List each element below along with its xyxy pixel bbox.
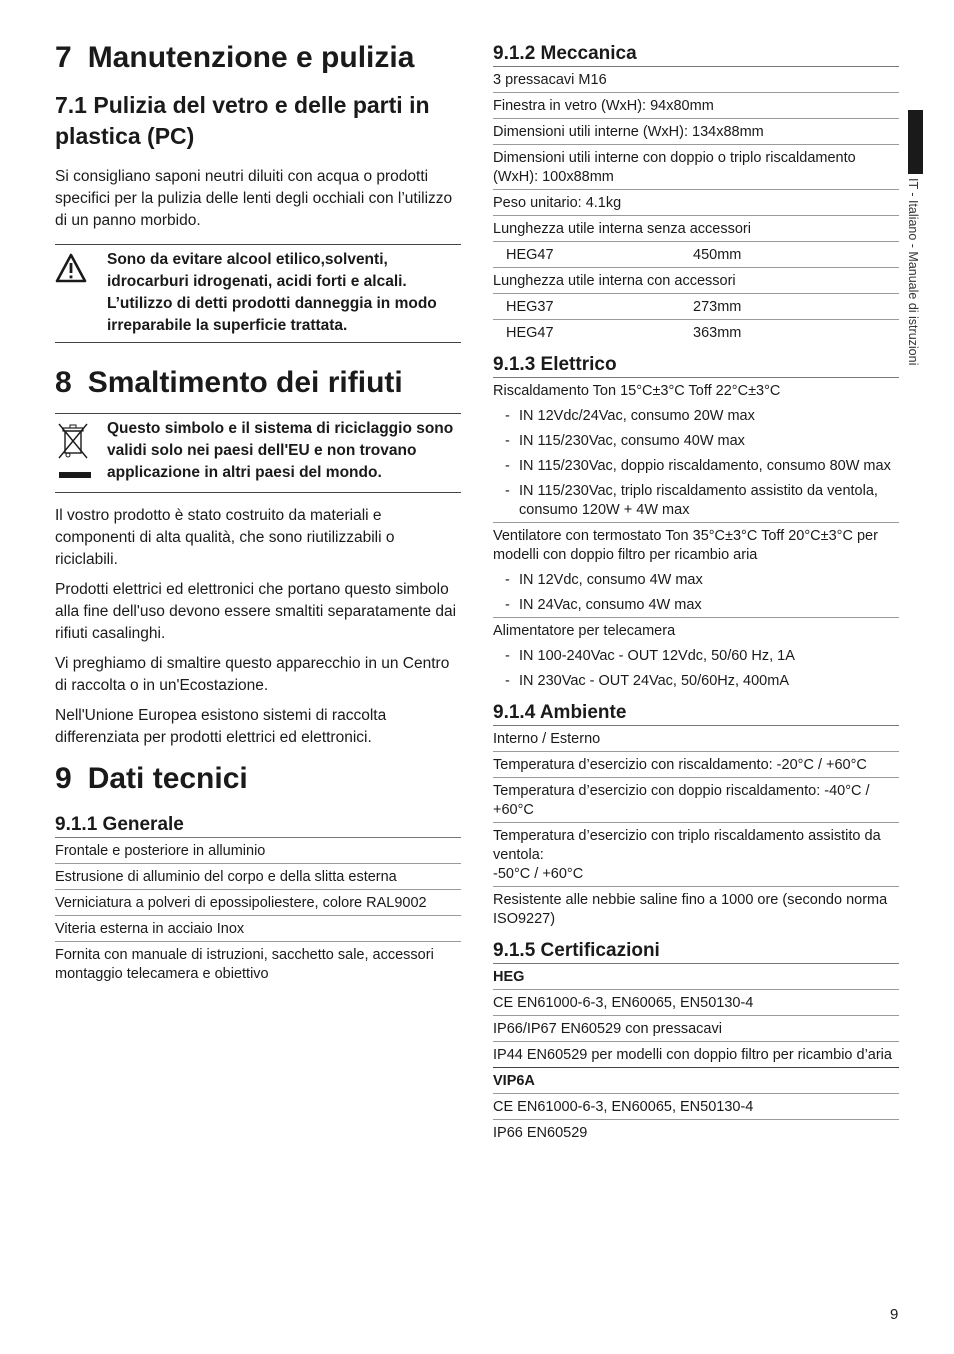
side-tab-label: IT - Italiano - Manuale di istruzioni [906,178,920,366]
table-row: Finestra in vetro (WxH): 94x80mm [493,93,899,119]
table-row: Lunghezza utile interna con accessori [493,268,899,294]
table-row: Ventilatore con termostato Ton 35°C±3°C Toff 20°C±3°C per modelli con doppio filtro per ricambio aria [493,528,878,563]
table-row: Temperatura d’esercizio con triplo riscaldamento assistito da ventola: -50°C / +60°C [493,823,899,887]
left-column [55,40,461,986]
table-row: Riscaldamento Ton 15°C±3°C Toff 22°C±3°C [493,383,781,399]
ambiente-table [493,726,899,931]
right-column [493,42,899,1145]
weee-note-box [55,413,461,493]
section-9-heading: 9 Dati tecnici [55,762,248,795]
table-row: HEG47 450mm [493,242,899,268]
table-row: VIP6A [493,1068,899,1094]
list-item: - IN 115/230Vac, triplo riscaldamento assistito da ventola, consumo 120W + 4W max [493,478,899,523]
disposal-paragraph: Il vostro prodotto è stato costruito da materiali e componenti di alta qualità, che sono riutilizzabili o riciclabili. [55,507,395,568]
section-7-1-text: Si consigliano saponi neutri diluiti con acqua o prodotti specifici per la pulizia delle lenti degli occhiali con l’utilizzo di un panno morbido. [55,168,453,229]
list-item: - IN 24Vac, consumo 4W max [493,592,899,618]
table-row: Verniciatura a polveri di epossipoliestere, colore RAL9002 [55,890,461,916]
elettrico-table [493,378,899,693]
section-7-heading: 7 Manutenzione e pulizia [55,41,415,74]
certificazioni-heading: 9.1.5 Certificazioni [493,939,899,964]
list-item: - IN 230Vac - OUT 24Vac, 50/60Hz, 400mA [505,673,789,689]
table-row: Interno / Esterno [493,726,899,752]
disposal-paragraph: Vi preghiamo di smaltire questo apparecchio in un Centro di raccolta o in un'Ecostazione. [55,655,450,694]
meccanica-heading: 9.1.2 Meccanica [493,42,899,67]
list-item: - IN 12Vdc, consumo 4W max [505,572,703,588]
ambiente-heading: 9.1.4 Ambiente [493,701,899,726]
table-row: IP66 EN60529 [493,1125,588,1141]
list-item: - IN 12Vdc/24Vac, consumo 20W max [505,408,755,424]
page-number: 9 [890,1306,899,1323]
table-row: Dimensioni utili interne (WxH): 134x88mm [493,119,899,145]
table-row: IP66/IP67 EN60529 con pressacavi [493,1016,899,1042]
table-row: CE EN61000-6-3, EN60065, EN50130-4 [493,990,899,1016]
table-row: 3 pressacavi M16 [493,67,899,93]
table-row: HEG47 363mm [506,325,742,341]
side-tab-marker [908,110,923,174]
list-item: - IN 100-240Vac - OUT 12Vdc, 50/60 Hz, 1A [505,648,795,664]
elettrico-heading: 9.1.3 Elettrico [493,353,899,378]
warning-box [55,244,461,343]
table-row: HEG37 273mm [493,294,899,320]
table-row: Resistente alle nebbie saline fino a 1000 ore (secondo norma ISO9227) [493,892,888,927]
crossed-bin-icon [55,418,107,487]
meccanica-table [493,67,899,345]
disposal-paragraph: Nell'Unione Europea esistono sistemi di raccolta differenziata per prodotti elettrici ed elettronici. [55,707,387,746]
section-8-heading: 8 Smaltimento dei rifiuti [55,366,403,399]
table-row: Dimensioni utili interne con doppio o triplo riscaldamento (WxH): 100x88mm [493,145,899,190]
table-row: Lunghezza utile interna senza accessori [493,216,899,242]
table-row: HEG [493,964,899,990]
warning-icon [55,249,107,337]
generale-heading: 9.1.1 Generale [55,813,461,838]
list-item: - IN 115/230Vac, consumo 40W max [505,433,745,449]
table-row: Viteria esterna in acciaio Inox [55,916,461,942]
disposal-paragraph: Prodotti elettrici ed elettronici che portano questo simbolo alla fine dell'uso devono essere smaltiti separatamente dai rifiuti casalinghi. [55,581,457,642]
table-row: Peso unitario: 4.1kg [493,190,899,216]
table-row: Estrusione di alluminio del corpo e della slitta esterna [55,864,461,890]
table-row: Temperatura d’esercizio con doppio riscaldamento: -40°C / +60°C [493,778,899,823]
section-7-1-heading: 7.1 Pulizia del vetro e delle parti in plastica (PC) [55,92,430,149]
certificazioni-table [493,964,899,1145]
warning-text: Sono da evitare alcool etilico,solventi, idrocarburi idrogenati, acidi forti e alcali. L’utilizzo di detti prodotti danneggia in modo irreparabile la superficie trattata. [107,251,437,334]
table-row: CE EN61000-6-3, EN60065, EN50130-4 [493,1094,899,1120]
table-row: Alimentatore per telecamera [493,623,676,639]
list-item: - IN 115/230Vac, doppio riscaldamento, consumo 80W max [505,458,891,474]
table-row: Fornita con manuale di istruzioni, sacchetto sale, accessori montaggio telecamera e obiettivo [55,947,434,982]
table-row: Temperatura d’esercizio con riscaldamento: -20°C / +60°C [493,752,899,778]
weee-note-text: Questo simbolo e il sistema di riciclaggio sono validi solo nei paesi dell'EU e non trovano applicazione in altri paesi del mondo. [107,420,454,481]
table-row: IP44 EN60529 per modelli con doppio filtro per ricambio d’aria [493,1042,899,1068]
table-row: Frontale e posteriore in alluminio [55,838,461,864]
generale-table [55,838,461,986]
